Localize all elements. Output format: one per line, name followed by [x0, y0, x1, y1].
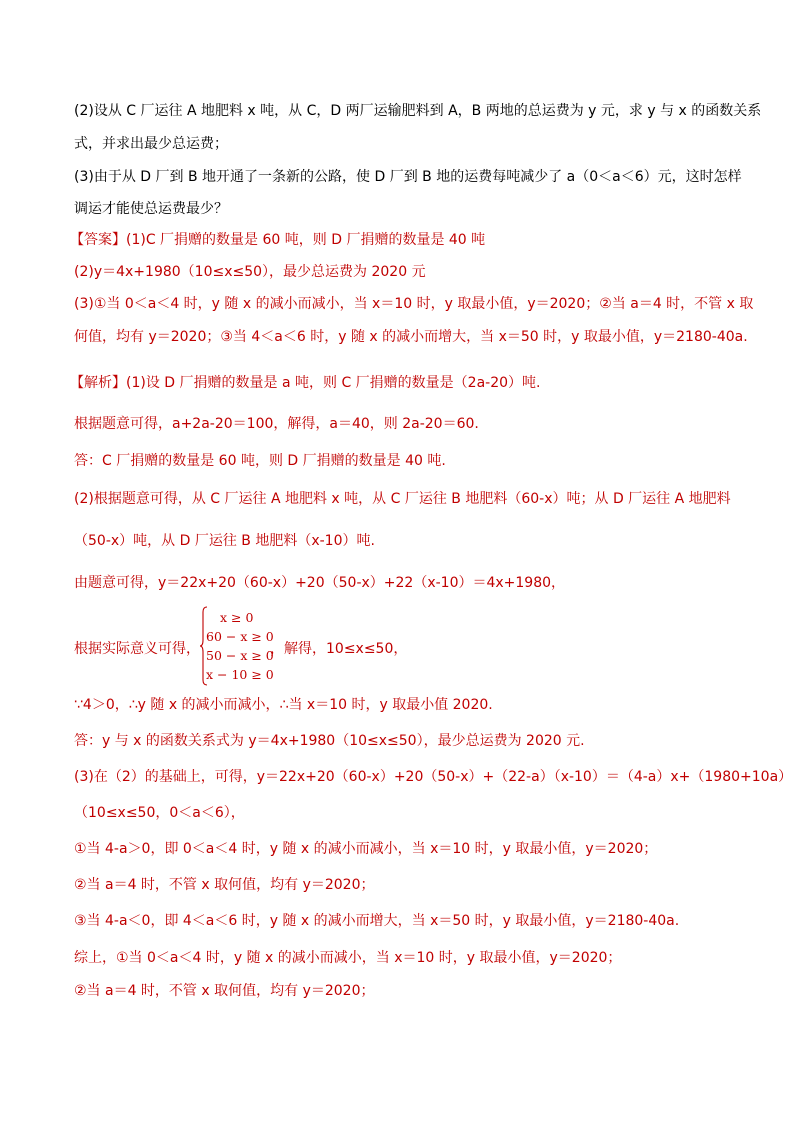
- solution-line-5: （50-x）吨，从 D 厂运往 B 地肥料（x-10）吨.: [74, 533, 375, 549]
- question-3-line-2: 调运才能使总运费最少？: [74, 201, 228, 217]
- solution-line-3: 答：C 厂捐赠的数量是 60 吨，则 D 厂捐赠的数量是 40 吨.: [74, 453, 446, 469]
- solution-line-14: 综上，①当 0＜a＜4 时，y 随 x 的减小而减小，当 x＝10 时，y 取最小值，y＝2020；: [74, 950, 622, 966]
- solution-line-9: (3)在（2）的基础上，可得，y＝22x+20（60-x）+20（50-x）+（22-a）（x-10）＝（4-a）x+（1980+10a）: [74, 769, 793, 785]
- solution-tag: 【解析】: [70, 375, 126, 391]
- question-2-line-2: 式，并求出最少总运费；: [74, 136, 228, 152]
- system-row-4: x − 10 ≥ 0: [206, 667, 274, 682]
- system-lines: [206, 608, 274, 684]
- solution-line-6: 由题意可得，y＝22x+20（60-x）+20（50-x）+22（x-10）＝4x+1980，: [74, 575, 566, 591]
- answer-part-1: (1)C 厂捐赠的数量是 60 吨，则 D 厂捐赠的数量是 40 吨: [126, 232, 486, 248]
- solution-line-7: ∵4＞0，∴y 随 x 的减小而减小，∴当 x＝10 时，y 取最小值 2020.: [74, 697, 493, 713]
- solution-line-4: (2)根据题意可得，从 C 厂运往 A 地肥料 x 吨，从 C 厂运往 B 地肥料（60-x）吨；从 D 厂运往 A 地肥料: [74, 491, 731, 507]
- system-row-3: 50 − x ≥ 0: [206, 648, 274, 663]
- inequality-system: [74, 606, 714, 686]
- solution-line-11: ①当 4-a＞0，即 0＜a＜4 时，y 随 x 的减小而减小，当 x＝10 时，y 取最小值，y＝2020；: [74, 841, 658, 857]
- answer-part-3-line-2: 何值，均有 y＝2020；③当 4＜a＜6 时，y 随 x 的减小而增大，当 x＝50 时，y 取最小值，y＝2180-40a.: [74, 329, 748, 345]
- solution-line-1: [70, 373, 730, 393]
- system-label: 根据实际意义可得，: [74, 641, 200, 657]
- solution-line-8: 答：y 与 x 的函数关系式为 y＝4x+1980（10≤x≤50），最少总运费为 2020 元.: [74, 733, 585, 749]
- answer-line-1: [70, 230, 730, 250]
- question-3-line-1: (3)由于从 D 厂到 B 地开通了一条新的公路，使 D 厂到 B 地的运费每吨减少了 a（0＜a＜6）元，这时怎样: [74, 169, 742, 185]
- solution-part-1: (1)设 D 厂捐赠的数量是 a 吨，则 C 厂捐赠的数量是（2a-20）吨.: [126, 375, 541, 391]
- solution-line-15: ②当 a＝4 时，不管 x 取何值，均有 y＝2020；: [74, 983, 375, 999]
- solution-line-10: （10≤x≤50，0＜a＜6），: [74, 805, 245, 821]
- answer-tag: 【答案】: [70, 232, 126, 248]
- solution-line-2: 根据题意可得，a+2a-20＝100，解得，a＝40，则 2a-20＝60.: [74, 416, 479, 432]
- question-2-line-1: (2)设从 C 厂运往 A 地肥料 x 吨，从 C，D 两厂运输肥料到 A，B 两地的总运费为 y 元，求 y 与 x 的函数关系: [74, 103, 762, 119]
- solution-line-13: ③当 4-a＜0，即 4＜a＜6 时，y 随 x 的减小而增大，当 x＝50 时，y 取最小值，y＝2180-40a.: [74, 913, 680, 929]
- answer-part-2: (2)y＝4x+1980（10≤x≤50），最少总运费为 2020 元: [74, 264, 426, 280]
- system-result: ，解得，10≤x≤50，: [270, 641, 408, 657]
- answer-part-3-line-1: (3)①当 0＜a＜4 时，y 随 x 的减小而减小，当 x＝10 时，y 取最小值，y＝2020；②当 a＝4 时，不管 x 取: [74, 296, 754, 312]
- system-row-2: 60 − x ≥ 0: [206, 629, 274, 644]
- solution-line-12: ②当 a＝4 时，不管 x 取何值，均有 y＝2020；: [74, 877, 375, 893]
- system-row-1: x ≥ 0: [220, 610, 254, 625]
